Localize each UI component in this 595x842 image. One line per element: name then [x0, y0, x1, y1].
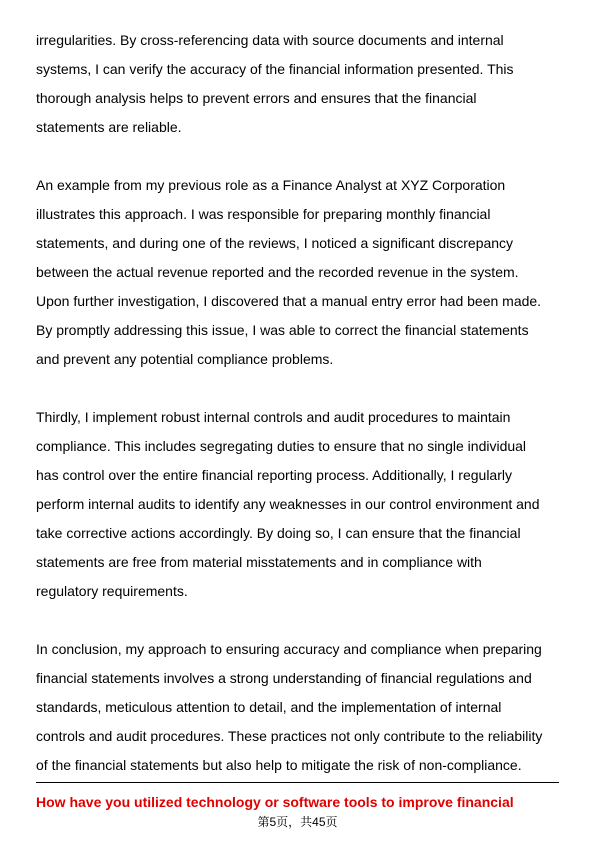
paragraph-line: statements, and during one of the reviews, I noticed a significant discrepancy [36, 235, 514, 251]
paragraph-line: between the actual revenue reported and the recorded revenue in the system. [36, 264, 519, 280]
paragraph-line: regulatory requirements. [36, 583, 188, 599]
paragraph-line: compliance. This includes segregating duties to ensure that no single individual [36, 438, 527, 454]
paragraph-line: systems, I can verify the accuracy of the financial information presented. This [36, 61, 514, 77]
separator-line [36, 782, 559, 783]
paragraph-line: Thirdly, I implement robust internal controls and audit procedures to maintain [36, 409, 511, 425]
paragraph-line: and prevent any potential compliance problems. [36, 351, 334, 367]
paragraph-line: illustrates this approach. I was responsible for preparing monthly financial [36, 206, 491, 222]
paragraph-line: take corrective actions accordingly. By doing so, I can ensure that the financial [36, 525, 521, 541]
page-number-footer: 第5页，共45页 [257, 815, 338, 829]
paragraph-line: In conclusion, my approach to ensuring accuracy and compliance when preparing [36, 641, 542, 657]
paragraph-line: standards, meticulous attention to detail, and the implementation of internal [36, 699, 502, 715]
paragraph-line: irregularities. By cross-referencing data with source documents and internal [36, 32, 504, 48]
paragraph-line: By promptly addressing this issue, I was able to correct the financial statements [36, 322, 529, 338]
paragraph-line: statements are reliable. [36, 119, 182, 135]
paragraph-line: has control over the entire financial reporting process. Additionally, I regularly [36, 467, 512, 483]
paragraph-line: An example from my previous role as a Finance Analyst at XYZ Corporation [36, 177, 506, 193]
next-question-heading: How have you utilized technology or software tools to improve financial [36, 794, 514, 810]
paragraph-line: of the financial statements but also help to mitigate the risk of non-compliance. [36, 757, 522, 773]
paragraph-line: perform internal audits to identify any weaknesses in our control environment and [36, 496, 540, 512]
paragraph-line: Upon further investigation, I discovered that a manual entry error had been made. [36, 293, 542, 309]
paragraph-line: thorough analysis helps to prevent errors and ensures that the financial [36, 90, 477, 106]
paragraph-line: controls and audit procedures. These practices not only contribute to the reliability [36, 728, 543, 744]
paragraph-line: statements are free from material misstatements and in compliance with [36, 554, 482, 570]
paragraph-line: financial statements involves a strong understanding of financial regulations and [36, 670, 532, 686]
